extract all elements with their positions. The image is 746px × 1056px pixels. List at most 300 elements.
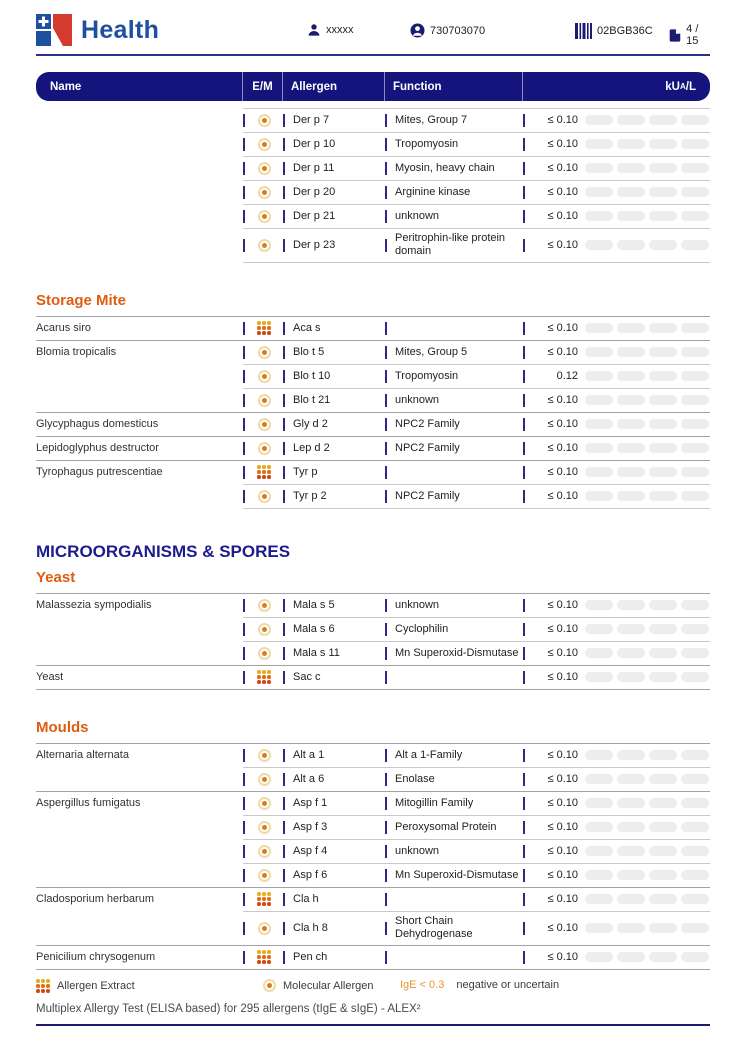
em-cell	[243, 767, 283, 791]
molecular-allergen-icon	[258, 239, 271, 252]
ige-value: ≤ 0.10	[547, 138, 578, 150]
allergen-cell	[283, 364, 385, 388]
extract-dot	[267, 680, 271, 684]
extract-dot	[262, 475, 266, 479]
allergen-function: NPC2 Family	[395, 489, 460, 502]
em-cell	[243, 228, 283, 262]
em-icon-wrap	[245, 418, 283, 431]
allergen-code: Mala s 5	[293, 599, 335, 611]
section-subheading: Storage Mite	[36, 292, 127, 309]
table-row	[36, 791, 710, 815]
table-row	[36, 665, 710, 689]
column-separator	[283, 671, 285, 684]
function-cell	[385, 180, 523, 204]
result-bar-segment	[585, 419, 613, 429]
allergen-cell	[283, 204, 385, 228]
value-cell	[523, 593, 578, 617]
extract-dot	[257, 470, 261, 474]
extract-dot	[267, 675, 271, 679]
ige-value: ≤ 0.10	[547, 869, 578, 881]
allergen-cell	[283, 945, 385, 969]
ige-value: ≤ 0.10	[547, 623, 578, 635]
table-row	[36, 388, 710, 412]
molecular-allergen-icon	[258, 138, 271, 151]
allergen-extract-icon	[36, 979, 50, 993]
result-bar-segment	[617, 491, 645, 501]
allergen-cell	[283, 617, 385, 641]
result-bar-track	[578, 665, 710, 689]
allergen-function: unknown	[395, 844, 440, 857]
ige-value: ≤ 0.10	[547, 322, 578, 334]
allergen-code: Pen ch	[293, 951, 328, 963]
extract-dot	[262, 680, 266, 684]
column-separator	[283, 623, 285, 636]
result-bar-track	[578, 911, 710, 945]
result-bar-segment	[617, 648, 645, 658]
em-icon-wrap	[245, 465, 283, 479]
column-separator	[385, 623, 387, 636]
allergen-cell	[283, 665, 385, 689]
result-bar-segment	[681, 139, 709, 149]
result-bar-segment	[585, 491, 613, 501]
allergen-cell	[283, 412, 385, 436]
result-bar-segment	[585, 648, 613, 658]
result-bar-segment	[681, 750, 709, 760]
result-bar-segment	[649, 115, 677, 125]
allergen-extract-icon	[257, 465, 271, 479]
allergen-code: Blo t 10	[293, 370, 331, 382]
allergen-cell	[283, 108, 385, 132]
column-separator	[283, 162, 285, 175]
allergen-cell	[283, 641, 385, 665]
page-icon	[669, 28, 681, 43]
result-bar-segment	[617, 952, 645, 962]
value-cell	[523, 791, 578, 815]
value-cell	[523, 839, 578, 863]
em-icon-wrap	[245, 321, 283, 335]
em-icon-wrap	[245, 950, 283, 964]
em-cell	[243, 743, 283, 767]
result-bar-segment	[617, 371, 645, 381]
molecular-allergen-icon	[258, 647, 271, 660]
em-icon-wrap	[245, 670, 283, 684]
function-cell	[385, 132, 523, 156]
value-cell	[523, 617, 578, 641]
em-icon-wrap	[245, 845, 283, 858]
em-cell	[243, 911, 283, 945]
extract-dot	[267, 892, 271, 896]
legend-threshold-meaning: negative or uncertain	[456, 979, 560, 991]
column-separator	[385, 239, 387, 252]
result-bar-segment	[585, 600, 613, 610]
molecular-allergen-icon	[258, 442, 271, 455]
function-cell	[385, 316, 523, 340]
result-bar-track	[578, 767, 710, 791]
allergen-cell	[283, 436, 385, 460]
value-cell	[523, 436, 578, 460]
table-row	[36, 340, 710, 364]
em-cell	[243, 132, 283, 156]
em-cell	[243, 364, 283, 388]
allergen-code: Cla h	[293, 893, 319, 905]
molecular-allergen-icon	[258, 162, 271, 175]
value-cell	[523, 204, 578, 228]
result-bar-segment	[681, 648, 709, 658]
allergen-code: Blo t 21	[293, 394, 331, 406]
page-number-value: 4 / 15	[686, 23, 699, 47]
column-separator	[385, 845, 387, 858]
extract-dot	[257, 675, 261, 679]
result-bar-segment	[649, 672, 677, 682]
column-separator	[283, 370, 285, 383]
result-bar-segment	[585, 443, 613, 453]
result-bar-segment	[585, 870, 613, 880]
column-separator	[283, 442, 285, 455]
molecular-allergen-icon	[263, 979, 276, 992]
result-bar-segment	[585, 323, 613, 333]
allergen-cell	[283, 911, 385, 945]
ige-value: ≤ 0.10	[547, 210, 578, 222]
table-row	[36, 887, 710, 911]
column-separator	[385, 162, 387, 175]
extract-dot	[262, 950, 266, 954]
em-icon-wrap	[245, 346, 283, 359]
function-cell	[385, 593, 523, 617]
table-row	[36, 364, 710, 388]
legend-molecular-label: Molecular Allergen	[283, 979, 374, 992]
ige-value: ≤ 0.10	[547, 490, 578, 502]
column-separator	[385, 951, 387, 964]
em-cell	[243, 945, 283, 969]
result-bar-segment	[681, 115, 709, 125]
extract-dot	[257, 321, 261, 325]
function-cell	[385, 156, 523, 180]
em-icon-wrap	[245, 162, 283, 175]
ige-value: ≤ 0.10	[547, 893, 578, 905]
extract-dot	[262, 960, 266, 964]
result-bar-segment	[585, 371, 613, 381]
em-cell	[243, 641, 283, 665]
em-cell	[243, 791, 283, 815]
result-bar-track	[578, 132, 710, 156]
em-cell	[243, 484, 283, 508]
result-bar-segment	[681, 774, 709, 784]
organism-name	[36, 388, 243, 412]
ige-value: ≤ 0.10	[547, 162, 578, 174]
result-bar-segment	[617, 624, 645, 634]
result-bar-segment	[649, 600, 677, 610]
result-bar-segment	[585, 624, 613, 634]
extract-dot	[257, 902, 261, 906]
allergen-code: Aca s	[293, 322, 321, 334]
organism-name: Glycyphagus domesticus	[36, 418, 159, 430]
result-bar-track	[578, 791, 710, 815]
ige-value: ≤ 0.10	[547, 749, 578, 761]
table-row	[36, 911, 710, 945]
result-bar-segment	[617, 774, 645, 784]
allergen-function: Mn Superoxid-Dismutase	[395, 868, 519, 881]
table-header	[36, 72, 710, 101]
em-icon-wrap	[245, 647, 283, 660]
em-icon-wrap	[245, 442, 283, 455]
result-bar-segment	[617, 115, 645, 125]
em-icon-wrap	[245, 773, 283, 786]
function-cell	[385, 641, 523, 665]
organism-name: Lepidoglyphus destructor	[36, 442, 159, 454]
result-bar-segment	[681, 952, 709, 962]
allergen-cell	[283, 743, 385, 767]
barcode-field	[575, 23, 653, 39]
result-bar-segment	[585, 211, 613, 221]
allergen-cell	[283, 863, 385, 887]
patient-name-value: xxxxx	[326, 24, 354, 36]
column-separator	[385, 114, 387, 127]
value-cell	[523, 863, 578, 887]
organism-name: Malassezia sympodialis	[36, 599, 152, 611]
organism-name: Alternaria alternata	[36, 749, 129, 761]
allergen-function: Myosin, heavy chain	[395, 161, 495, 174]
em-icon-wrap	[245, 210, 283, 223]
column-separator	[385, 186, 387, 199]
ige-value: ≤ 0.10	[547, 797, 578, 809]
column-separator	[283, 893, 285, 906]
organism-name	[36, 132, 243, 156]
organism-name	[36, 108, 243, 132]
result-bar-track	[578, 436, 710, 460]
organism-name	[36, 617, 243, 641]
allergen-code: Blo t 5	[293, 346, 325, 358]
molecular-allergen-icon	[258, 821, 271, 834]
value-cell	[523, 132, 578, 156]
extract-dot	[267, 326, 271, 330]
result-bar-segment	[681, 323, 709, 333]
result-bar-track	[578, 228, 710, 262]
molecular-allergen-icon	[258, 346, 271, 359]
legend-extract	[36, 979, 135, 993]
organism-name	[36, 839, 243, 863]
footer-divider	[36, 1024, 710, 1026]
result-bar-track	[578, 641, 710, 665]
result-bar-segment	[617, 139, 645, 149]
extract-dot	[267, 465, 271, 469]
function-cell	[385, 767, 523, 791]
result-bar-segment	[585, 187, 613, 197]
result-bar-track	[578, 743, 710, 767]
result-bar-segment	[617, 240, 645, 250]
organism-name	[36, 156, 243, 180]
result-bar-segment	[649, 371, 677, 381]
value-cell	[523, 180, 578, 204]
table-row	[36, 617, 710, 641]
allergen-function: NPC2 Family	[395, 417, 460, 430]
result-bar-segment	[649, 187, 677, 197]
ige-value: ≤ 0.10	[547, 671, 578, 683]
extract-dot	[267, 960, 271, 964]
em-icon-wrap	[245, 186, 283, 199]
result-bar-segment	[681, 798, 709, 808]
molecular-allergen-icon	[258, 370, 271, 383]
value-cell	[523, 460, 578, 484]
value-cell	[523, 484, 578, 508]
function-cell	[385, 460, 523, 484]
em-cell	[243, 156, 283, 180]
extract-dot	[257, 465, 261, 469]
ige-value: ≤ 0.10	[547, 773, 578, 785]
molecular-allergen-icon	[258, 869, 271, 882]
allergen-extract-icon	[257, 670, 271, 684]
allergen-function: unknown	[395, 393, 440, 406]
legend-threshold-value: IgE < 0.3	[400, 979, 445, 991]
extract-dot	[267, 470, 271, 474]
result-bar-track	[578, 887, 710, 911]
function-cell	[385, 815, 523, 839]
organism-name: Yeast	[36, 671, 64, 683]
allergen-function: Tropomyosin	[395, 137, 459, 150]
result-bar-segment	[649, 211, 677, 221]
result-bar-segment	[681, 443, 709, 453]
column-separator	[283, 210, 285, 223]
allergen-function: Mites, Group 7	[395, 113, 468, 126]
result-bar-segment	[649, 467, 677, 477]
unit-tail: /L	[685, 80, 696, 93]
function-cell	[385, 743, 523, 767]
result-bar-segment	[649, 870, 677, 880]
allergen-code: Alt a 6	[293, 773, 325, 785]
column-separator	[385, 599, 387, 612]
result-bar-segment	[617, 870, 645, 880]
section-heading: MICROORGANISMS & SPORES	[36, 542, 291, 561]
column-separator	[385, 821, 387, 834]
table-row	[36, 839, 710, 863]
section-subheading: Yeast	[36, 569, 76, 586]
em-cell	[243, 593, 283, 617]
allergen-code: Sac c	[293, 671, 321, 683]
allergen-cell	[283, 180, 385, 204]
molecular-allergen-icon	[258, 845, 271, 858]
result-bar-segment	[649, 923, 677, 933]
allergen-code: Der p 11	[293, 162, 335, 174]
column-header-unit	[523, 72, 710, 101]
result-bar-segment	[649, 952, 677, 962]
result-bar-segment	[649, 139, 677, 149]
column-separator	[283, 922, 285, 935]
allergen-code: Asp f 6	[293, 869, 328, 881]
ige-value: ≤ 0.10	[547, 346, 578, 358]
barcode-icon	[575, 23, 592, 39]
column-separator	[283, 821, 285, 834]
allergen-code: Der p 21	[293, 210, 336, 222]
column-separator	[283, 951, 285, 964]
result-bar-segment	[681, 491, 709, 501]
result-bar-track	[578, 593, 710, 617]
table-row	[36, 436, 710, 460]
extract-dot	[262, 326, 266, 330]
extract-dot	[257, 680, 261, 684]
organism-name: Acarus siro	[36, 322, 92, 334]
table-row	[36, 815, 710, 839]
organism-name	[36, 641, 243, 665]
allergen-function: Enolase	[395, 772, 435, 785]
result-bar-segment	[617, 347, 645, 357]
organism-name: Tyrophagus putrescentiae	[36, 466, 163, 478]
table-row	[36, 228, 710, 262]
page-number-field	[669, 23, 710, 47]
molecular-allergen-icon	[258, 623, 271, 636]
result-bar-segment	[585, 347, 613, 357]
patient-id-field	[410, 23, 485, 38]
column-separator	[385, 466, 387, 479]
allergen-code: Der p 20	[293, 186, 336, 198]
extract-dot	[262, 321, 266, 325]
result-bar-segment	[585, 846, 613, 856]
function-cell	[385, 791, 523, 815]
extract-dot	[262, 892, 266, 896]
function-cell	[385, 108, 523, 132]
allergen-code: Mala s 6	[293, 623, 335, 635]
value-cell	[523, 340, 578, 364]
result-bar-segment	[649, 648, 677, 658]
result-bar-track	[578, 412, 710, 436]
extract-dot	[262, 670, 266, 674]
em-cell	[243, 436, 283, 460]
value-cell	[523, 815, 578, 839]
result-bar-segment	[681, 187, 709, 197]
ige-value: ≤ 0.10	[547, 394, 578, 406]
extract-dot	[257, 326, 261, 330]
extract-dot	[257, 670, 261, 674]
column-separator	[385, 671, 387, 684]
value-cell	[523, 108, 578, 132]
function-cell	[385, 839, 523, 863]
ige-value: ≤ 0.10	[547, 466, 578, 478]
ige-value: ≤ 0.10	[547, 599, 578, 611]
allergen-cell	[283, 228, 385, 262]
table-row	[36, 108, 710, 132]
em-icon-wrap	[245, 749, 283, 762]
em-cell	[243, 863, 283, 887]
result-bar-segment	[585, 894, 613, 904]
page-header	[36, 14, 710, 50]
function-cell	[385, 364, 523, 388]
result-bar-segment	[681, 467, 709, 477]
organism-name	[36, 484, 243, 508]
column-separator	[385, 394, 387, 407]
result-bar-segment	[617, 822, 645, 832]
em-cell	[243, 617, 283, 641]
allergen-code: Tyr p	[293, 466, 318, 478]
legend-molecular	[263, 979, 374, 992]
molecular-allergen-icon	[258, 418, 271, 431]
header-divider	[36, 54, 710, 56]
allergen-code: Cla h 8	[293, 922, 328, 934]
ige-value: ≤ 0.10	[547, 186, 578, 198]
value-cell	[523, 364, 578, 388]
report-page	[36, 0, 710, 1026]
result-bar-track	[578, 340, 710, 364]
column-separator	[283, 239, 285, 252]
value-cell	[523, 945, 578, 969]
em-cell	[243, 180, 283, 204]
result-bar-segment	[617, 443, 645, 453]
column-separator	[385, 797, 387, 810]
table-row	[36, 204, 710, 228]
column-separator	[283, 749, 285, 762]
result-bar-segment	[681, 624, 709, 634]
barcode-value: 02BGB36C	[597, 25, 653, 37]
result-bar-track	[578, 617, 710, 641]
extract-dot	[267, 902, 271, 906]
column-separator	[385, 418, 387, 431]
